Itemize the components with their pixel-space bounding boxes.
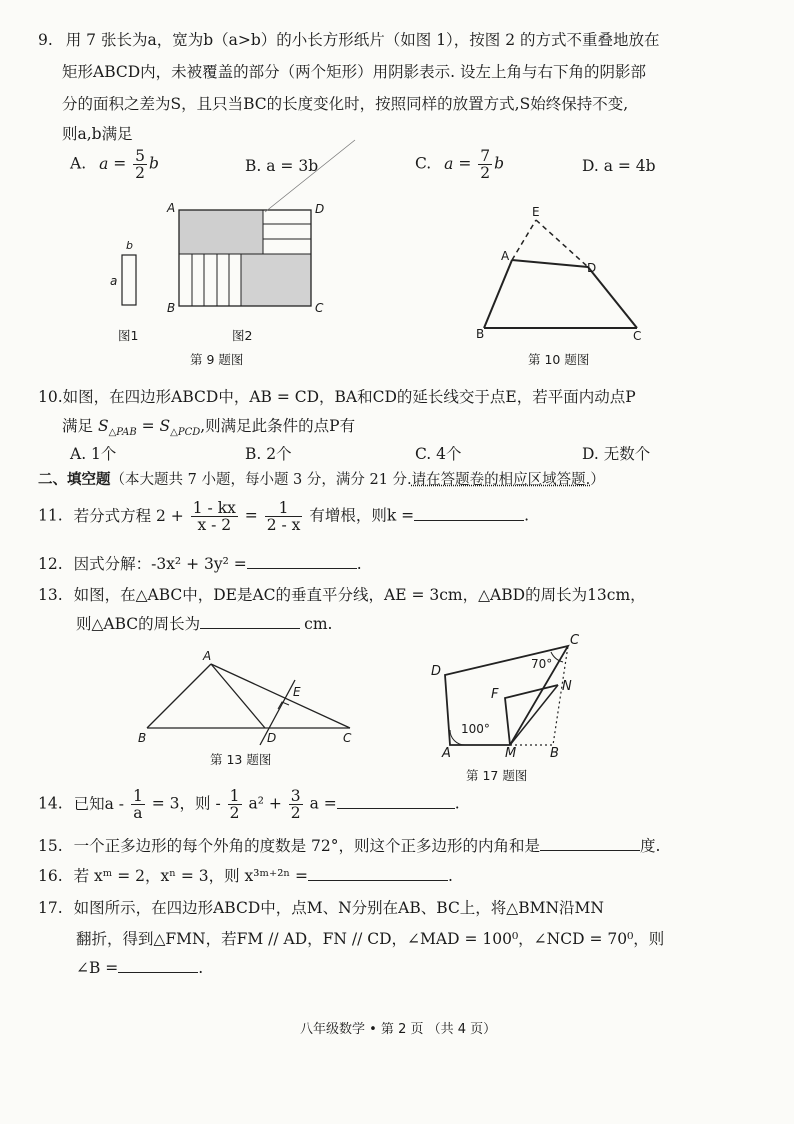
q9-fig2-caption: 图2 <box>232 328 253 343</box>
fig17-label-A: A <box>442 746 451 761</box>
q9-text-line4: 则a,b满足 <box>62 125 133 143</box>
q9-figure2 <box>165 200 345 318</box>
fig13-label-D: D <box>267 731 277 745</box>
q14-number: 14. <box>38 794 63 813</box>
fig10-label-C: C <box>633 329 642 343</box>
fig17-label-D: D <box>431 664 442 679</box>
q17-line2: 翻折，得到△FMN，若FM // AD，FN // CD，∠MAD = 100⁰，∠NCD = 70⁰，则 <box>76 930 665 948</box>
q17-figure-caption: 第 17 题图 <box>466 768 528 783</box>
q11-fraction-2: $\frac{1}{2 - x}$ <box>266 499 301 534</box>
q14-fraction-1: $\frac{1}{a}$ <box>132 787 143 822</box>
q10-text-line1: 如图，在四边形ABCD中，AB = CD，BA和CD的延长线交于点E，若平面内动点P <box>62 388 636 406</box>
q14-fraction-3: $\frac{3}{2}$ <box>290 787 301 822</box>
fig17-label-N: N <box>562 679 572 694</box>
q17-line1: 17. 如图所示，在四边形ABCD中，点M、N分别在AB、BC上，将△BMN沿MN <box>38 899 604 917</box>
q12: 12. 因式分解：-3x² + 3y² = . <box>38 552 362 574</box>
q17-figure <box>425 630 595 762</box>
q10-option-b: B. 2个 <box>245 445 292 463</box>
q14-fraction-2: $\frac{1}{2}$ <box>229 787 240 822</box>
q15: 15. 一个正多边形的每个外角的度数是 72°，则这个正多边形的内角和是 度. <box>38 834 660 856</box>
q9-option-b: B. a = 3b <box>245 157 319 175</box>
q9-option-d: D. a = 4b <box>582 157 656 175</box>
fig2-label-C: C <box>315 301 324 315</box>
q10-figure-caption: 第 10 题图 <box>528 352 590 367</box>
q13-number: 13. <box>38 586 63 604</box>
q15-answer-blank[interactable] <box>540 834 640 851</box>
q13-figure <box>135 650 360 750</box>
q11-answer-blank[interactable] <box>414 504 524 521</box>
q9-option-c-fraction: $\frac{7}{2}$ <box>480 147 491 182</box>
q16-answer-blank[interactable] <box>308 864 448 881</box>
q9-number: 9. <box>38 31 53 49</box>
q10-number: 10. <box>38 388 63 406</box>
q9-line1 <box>38 28 660 50</box>
q9-figure1 <box>100 235 150 315</box>
fig13-label-C: C <box>343 731 352 745</box>
fig13-label-A: A <box>203 649 212 663</box>
fig13-label-B: B <box>138 731 147 745</box>
fig17-label-M: M <box>505 746 517 761</box>
q11-fraction-1: $\frac{1 - kx}{x - 2}$ <box>192 499 236 534</box>
fig17-label-F: F <box>491 687 499 702</box>
q17-number: 17. <box>38 899 63 917</box>
q9-option-a-fraction: $\frac{5}{2}$ <box>135 147 146 182</box>
section2-desc: （本大题共 7 小题，每小题 3 分，满分 21 分. <box>110 472 412 488</box>
fig2-label-B: B <box>167 301 176 315</box>
q9-text-line3: 分的面积之差为S，且只当BC的长度变化时，按照同样的放置方式,S始终保持不变, <box>62 95 629 113</box>
q12-number: 12. <box>38 555 63 573</box>
q15-number: 15. <box>38 837 63 855</box>
q9-option-c: C. a = $\frac{7}{2}$ b <box>415 147 505 182</box>
small-rectangle-shape <box>122 255 136 305</box>
q13-answer-blank[interactable] <box>200 612 300 629</box>
q17-answer-blank[interactable] <box>118 956 198 973</box>
q10-line2: 满足 $S_{\triangle PAB} = S_{\triangle PCD}$,则满足此条件的点P有 <box>62 417 356 439</box>
fig2-label-D: D <box>315 202 325 216</box>
q12-answer-blank[interactable] <box>247 552 357 569</box>
q10-line1 <box>38 385 636 407</box>
fig17-label-C: C <box>570 633 580 648</box>
q14-answer-blank[interactable] <box>337 792 455 809</box>
q11-number: 11. <box>38 506 63 525</box>
fig13-label-E: E <box>293 685 301 699</box>
fig17-label-B: B <box>550 746 559 761</box>
fig2-label-A: A <box>167 201 176 215</box>
q10-figure <box>470 200 655 345</box>
page-footer: 八年级数学 • 第 2 页 （共 4 页） <box>300 1022 497 1037</box>
q10-option-a: A. 1个 <box>70 445 117 463</box>
q16-number: 16. <box>38 867 63 885</box>
q9-fig1-caption: 图1 <box>118 328 139 343</box>
q17-line3: ∠B = . <box>76 956 203 977</box>
q13-line1: 13. 如图，在△ABC中，DE是AC的垂直平分线，AE = 3cm，△ABD的周长为13cm， <box>38 586 646 604</box>
fig17-angle-70: 70° <box>531 657 553 671</box>
fig1-label-a: a <box>110 274 118 288</box>
q10-option-d: D. 无数个 <box>582 445 651 463</box>
fig17-angle-100: 100° <box>461 722 490 736</box>
fig10-label-B: B <box>476 327 485 341</box>
q10-option-c: C. 4个 <box>415 445 462 463</box>
q9-option-a: A. a = $\frac{5}{2}$ b <box>70 147 159 182</box>
q16: 16. 若 xᵐ = 2，xⁿ = 3，则 x³ᵐ⁺²ⁿ = . <box>38 864 453 886</box>
fig10-label-A: A <box>501 249 510 263</box>
section2-header: 二、填空题（本大题共 7 小题，每小题 3 分，满分 21 分.请在答题卷的相应区域答题.） <box>38 471 605 488</box>
fig10-label-D: D <box>587 261 597 275</box>
fig10-label-E: E <box>532 205 540 219</box>
q14: 14. 已知a - $\frac{1}{a}$ = 3，则 - $\frac{1}{2}$ a² + $\frac{3}{2}$ a = . <box>38 787 460 822</box>
q11: 11. 若分式方程 2 + $\frac{1 - kx}{x - 2}$ = $\frac{1}{2 - x}$ 有增根，则k = . <box>38 499 530 534</box>
q13-figure-caption: 第 13 题图 <box>210 752 272 767</box>
q13-line2: 则△ABC的周长为 cm. <box>76 612 332 634</box>
section2-title: 二、填空题 <box>38 471 111 488</box>
section2-note: 请在答题卷的相应区域答题. <box>411 472 591 488</box>
fig1-label-b: b <box>126 239 133 252</box>
q9-figure-caption: 第 9 题图 <box>190 352 244 367</box>
q9-text-line1: 用 7 张长为a，宽为b（a>b）的小长方形纸片（如图 1），按图 2 的方式不重叠地放在 <box>65 31 660 49</box>
q9-text-line2: 矩形ABCD内，未被覆盖的部分（两个矩形）用阴影表示. 设左上角与右下角的阴影部 <box>62 63 647 81</box>
